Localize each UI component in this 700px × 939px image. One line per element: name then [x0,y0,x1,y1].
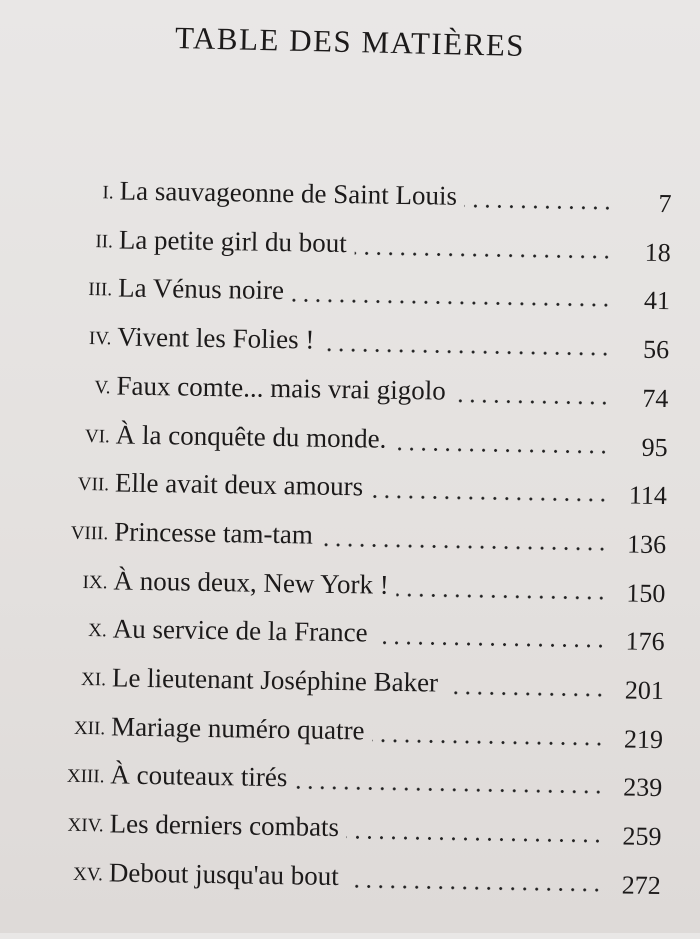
dot-leader [464,204,613,210]
dot-leader [453,399,610,405]
dot-leader [321,543,608,552]
chapter-number: XV. [72,863,104,886]
chapter-number: II. [95,230,113,253]
dot-leader [372,738,605,746]
chapter-title: Princesse tam-tam [114,516,314,550]
dot-leader [355,251,613,259]
chapter-number: XI. [80,668,107,691]
chapter-title: À la conquête du monde. [115,418,387,454]
chapter-title: La Vénus noire [117,272,285,306]
chapter-number: IV. [88,328,112,350]
toc-entry [45,218,686,268]
chapter-number: X. [88,620,107,642]
dot-leader [292,299,612,308]
toc-entry [39,559,680,609]
toc-entry [41,461,682,511]
chapter-title: La petite girl du bout [118,224,348,258]
chapter-number: VII. [77,474,110,496]
toc-entry [38,608,679,658]
chapter-title: Elle avait deux amours [114,467,364,502]
dot-leader [446,691,606,698]
page-number: 136 [626,529,667,560]
page-number: 272 [621,870,661,900]
toc-entry [45,169,686,219]
page-number: 150 [626,578,666,608]
toc-entry [41,413,682,463]
dot-leader [395,446,610,453]
page-title: TABLE DES MATIÈRES [174,20,526,63]
chapter-number: XIII. [66,766,105,788]
chapter-number: XIV. [67,814,104,837]
chapter-title: Les derniers combats [109,808,340,843]
toc-entry [37,705,678,755]
toc-entry [44,267,685,317]
chapter-number: IX. [82,571,108,593]
chapter-title: La sauvageonne de Saint Louis [119,175,458,211]
dot-leader [295,786,604,795]
page-number: 239 [623,772,663,803]
page-number: 18 [644,237,671,267]
chapter-number: VI. [84,425,110,447]
page-number: 201 [624,675,665,706]
toc-entry [42,364,683,414]
page-number: 259 [622,821,662,852]
chapter-title: Vivent les Folies ! [117,321,315,355]
chapter-title: Le lieutenant Joséphine Baker [111,662,439,698]
chapter-title: À nous deux, New York ! [113,565,389,600]
toc-entry [35,851,676,901]
chapter-title: Faux comte... mais vrai gigolo [116,370,446,406]
chapter-title: À couteaux tirés [110,759,288,793]
chapter-title: Mariage numéro quatre [110,711,365,746]
chapter-number: V. [94,376,111,399]
chapter-number: I. [102,182,114,204]
dot-leader [322,348,611,357]
page-number: 56 [642,334,670,365]
dot-leader [371,495,609,503]
toc-entry [35,802,676,852]
page-number: 176 [625,626,665,657]
page-number: 114 [628,480,668,511]
dot-leader [346,835,603,843]
toc-entry [43,315,684,365]
chapter-number: XII. [73,717,106,740]
dot-leader [347,884,603,892]
page-number: 95 [641,432,668,462]
dot-leader [376,641,607,649]
page-number: 7 [658,188,672,219]
chapter-number: VIII. [70,522,109,545]
toc-entry [38,656,679,706]
dot-leader [396,592,607,599]
chapter-title: Debout jusqu'au bout [108,857,339,891]
page-number: 219 [623,724,664,754]
chapter-number: III. [88,279,113,301]
page-number: 74 [642,383,669,413]
chapter-title: Au service de la France [112,613,368,648]
page-number: 41 [643,286,671,316]
toc-entry [36,754,677,804]
toc-entry [40,510,681,560]
